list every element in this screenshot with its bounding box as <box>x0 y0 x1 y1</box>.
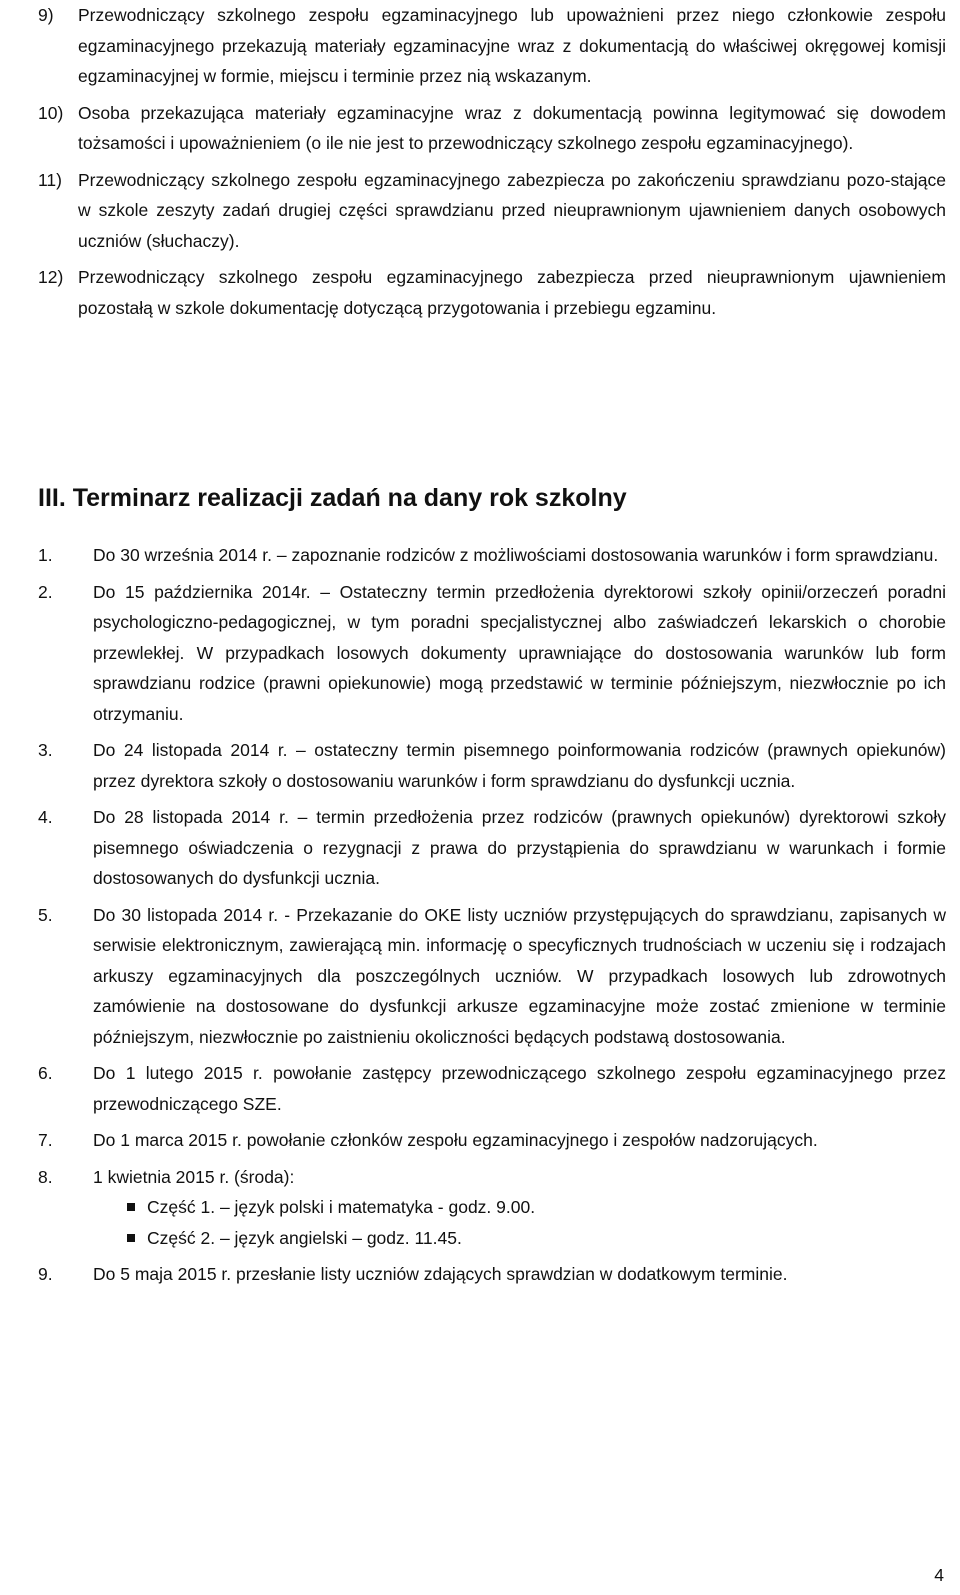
schedule-list <box>38 540 946 1296</box>
item-number: 4. <box>38 807 53 827</box>
schedule-item <box>38 1162 946 1254</box>
page-number: 4 <box>934 1565 944 1585</box>
item-text: 1 kwietnia 2015 r. (środa): <box>93 1166 295 1187</box>
item-text: Do 1 marca 2015 r. powołanie członków zespołu egzaminacyjnego i zespołów nadzorujących. <box>93 1130 818 1150</box>
item-text: Do 30 września 2014 r. – zapoznanie rodziców z możliwościami dostosowania warunków i form sprawdzianu. <box>93 545 939 565</box>
item-text: Przewodniczący szkolnego zespołu egzaminacyjnego lub upoważnieni przez niego członkowie zespołu egzaminacyjnego przekazują materiały egzaminacyjne wraz z dokumentacją do właściwej okręgowej komisji egzaminacyjnej w formie, miejscu i terminie przez nią wskazanym. <box>78 5 946 86</box>
exam-part-item <box>121 1192 946 1223</box>
procedure-list <box>38 0 946 329</box>
schedule-item <box>38 540 946 571</box>
item-text: Do 24 listopada 2014 r. – ostateczny termin pisemnego poinformowania rodziców (prawnych opiekunów) przez dyrektora szkoły o dostosowaniu warunków i form sprawdzianu do dysfunkcji ucznia. <box>93 740 946 791</box>
list-item <box>38 165 946 257</box>
schedule-item <box>38 802 946 894</box>
exam-part-item <box>121 1223 946 1254</box>
item-text: Do 30 listopada 2014 r. - Przekazanie do OKE listy uczniów przystępujących do sprawdzianu, zapisanych w serwisie elektronicznym, zawierającą min. informację o specyficznych trudnościach w uczeniu się i rodzajach arkuszy egzaminacyjnych dla poszczególnych uczniów. W przypadkach losowych lub zdrowotnych zamówienie na dostosowane do dysfunkcji arkusze egzaminacyjne może zostać zmienione w terminie późniejszym, niezwłocznie po zaistnieniu okoliczności będących podstawą dostosowania. <box>93 904 946 1047</box>
list-item <box>38 98 946 159</box>
item-text: Przewodniczący szkolnego zespołu egzaminacyjnego zabezpiecza przed nieuprawnionym ujawnieniem pozostałą w szkole dokumentację dotyczącą przygotowania i przebiegu egzaminu. <box>78 267 946 318</box>
schedule-item <box>38 1125 946 1156</box>
item-number: 9) <box>38 5 54 25</box>
list-item <box>38 262 946 323</box>
item-number: 9. <box>38 1264 53 1284</box>
exam-part-text: Część 2. – język angielski – godz. 11.45. <box>147 1227 462 1248</box>
item-text: Do 28 listopada 2014 r. – termin przedłożenia przez rodziców (prawnych opiekunów) dyrektorowi szkoły pisemnego oświadczenia o rezygnacji z prawa do przystąpienia do sprawdzianu w warunkach i formie dostosowanych do dysfunkcji ucznia. <box>93 807 946 888</box>
schedule-item <box>38 1259 946 1290</box>
item-number: 11) <box>38 169 62 190</box>
schedule-item <box>38 577 946 730</box>
item-number: 6. <box>38 1063 53 1083</box>
schedule-item <box>38 1058 946 1119</box>
exam-part-text: Część 1. – język polski i matematyka - godz. 9.00. <box>147 1197 536 1217</box>
item-text: Przewodniczący szkolnego zespołu egzaminacyjnego zabezpiecza po zakończeniu sprawdzianu pozo-stające w szkole zeszyty zadań drugiej części sprawdzianu przed nieuprawnionym ujawnieniem danych osobowych uczniów (słuchaczy). <box>78 169 946 251</box>
exam-parts-list <box>93 1192 946 1253</box>
item-number: 3. <box>38 740 53 760</box>
schedule-item <box>38 735 946 796</box>
schedule-item <box>38 900 946 1053</box>
item-text: Do 1 lutego 2015 r. powołanie zastępcy przewodniczącego szkolnego zespołu egzaminacyjnego przez przewodniczącego SZE. <box>93 1063 946 1114</box>
item-number: 7. <box>38 1130 53 1150</box>
item-number: 2. <box>38 581 53 602</box>
list-item <box>38 0 946 92</box>
item-number: 8. <box>38 1166 53 1187</box>
item-number: 10) <box>38 102 64 123</box>
item-text: Osoba przekazująca materiały egzaminacyjne wraz z dokumentacją powinna legitymować się dowodem tożsamości i upoważnieniem (o ile nie jest to przewodniczący szkolnego zespołu egzaminacyjnego). <box>78 102 946 153</box>
square-bullet-icon <box>127 1203 135 1211</box>
section-heading: III. Terminarz realizacji zadań na dany rok szkolny <box>38 484 627 512</box>
item-text: Do 15 października 2014r. – Ostateczny termin przedłożenia dyrektorowi szkoły opinii/orzeczeń poradni psychologiczno-pedagogicznej, w tym poradni specjalistycznej albo zaświadczeń lekarskich o chorobie przewlekłej. W przypadkach losowych dokumenty uprawniające do dostosowania warunków lub form sprawdzianu rodzice (prawni opiekunowie) mogą przedstawić w terminie późniejszym, niezwłocznie po ich otrzymaniu. <box>93 581 946 724</box>
item-number: 1. <box>38 545 53 565</box>
item-text: Do 5 maja 2015 r. przesłanie listy uczniów zdających sprawdzian w dodatkowym terminie. <box>93 1264 788 1284</box>
item-number: 12) <box>38 267 64 287</box>
square-bullet-icon <box>127 1234 135 1242</box>
item-number: 5. <box>38 904 53 925</box>
